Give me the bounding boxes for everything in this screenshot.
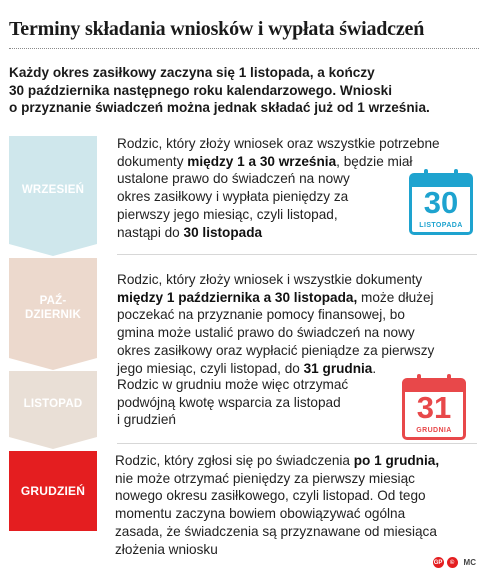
calendar-month: LISTOPADA [419, 222, 463, 229]
calendar-ring [447, 374, 451, 386]
paragraph-pazdziernik: Rodzic, który złoży wniosek i wszystkie dokumenty między 1 października a 30 listopada, może dłużej poczekać na przyznanie pomocy finansowej, bo gmina może ustalić prawo do świadczeń na nowy okres zasiłkowy oraz wypłacić pieniądze za pierwszy jego miesiąc, czyli listopad, do 31 grudnia. [117, 272, 435, 376]
intro-line: Każdy okres zasiłkowy zaczyna się 1 listopada, a kończy [9, 65, 375, 80]
title-divider [9, 48, 479, 49]
paragraph-wrzesien: Rodzic, który złoży wniosek oraz wszystkie potrzebne dokumenty między 1 a 30 września, będzie miał ustalone prawo do świadczeń na nowy okres zasiłkowy i wypłata pieniędzy za pierwszy jego miesiąc, czyli listopad, nastąpi do 30 listopada [117, 136, 440, 240]
month-label: LISTOPAD [23, 398, 83, 410]
calendar-icon [402, 378, 466, 440]
month-tab-pazdziernik [9, 258, 97, 358]
credits [433, 557, 476, 568]
intro-line: o przyznanie świadczeń można jednak składać już od 1 września. [9, 100, 430, 115]
calendar-icon [409, 173, 473, 235]
section-divider [117, 443, 477, 444]
paragraph-grudzien: Rodzic, który zgłosi się po świadczenia po 1 grudnia, nie może otrzymać pieniędzy za pierwszy miesiąc nowego okresu zasiłkowego, czyli listopad. Od tego momentu zaczyna bowiem obowiązywać ogólna zasada, że świadczenia są przyznawane od miesiąca złożenia wniosku [115, 453, 440, 557]
copyright-icon: © [447, 557, 458, 568]
month-label: PAŹ- DZIERNIK [25, 295, 81, 321]
intro-text [9, 64, 479, 117]
calendar-ring [417, 374, 421, 386]
section-divider [117, 254, 477, 255]
calendar-ring [424, 169, 428, 181]
calendar-ring [454, 169, 458, 181]
month-label: WRZESIEŃ [21, 184, 85, 196]
calendar-day: 31 [416, 390, 452, 425]
page-title: Terminy składania wniosków i wypłata świadczeń [9, 18, 425, 40]
paragraph-listopad: Rodzic w grudniu może więc otrzymać podwójną kwotę wsparcia za listopad i grudzień [117, 377, 349, 428]
month-tab-grudzien [9, 451, 97, 531]
calendar-day: 30 [423, 185, 459, 220]
month-tab-wrzesien [9, 136, 97, 244]
publisher-logo-icon: GP [433, 557, 444, 568]
intro-line: 30 października następnego roku kalendarzowego. Wnioski [9, 82, 392, 98]
month-label: GRUDZIEŃ [20, 484, 86, 498]
author-initials: MC [463, 558, 476, 567]
month-tab-listopad [9, 371, 97, 437]
calendar-month: GRUDNIA [416, 427, 452, 434]
